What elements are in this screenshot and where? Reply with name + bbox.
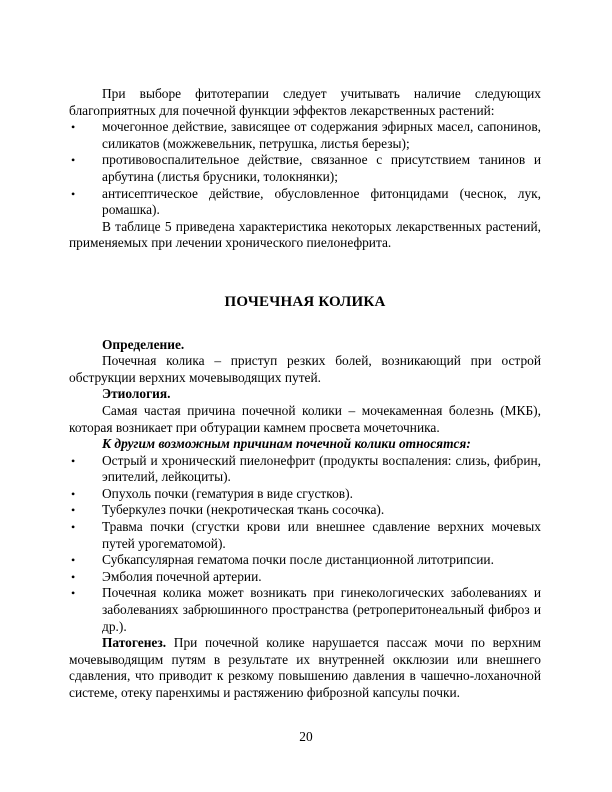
list-item-text: Туберкулез почки (некротическая ткань сосочка). xyxy=(102,502,385,518)
list-item xyxy=(69,119,541,152)
list-item xyxy=(69,486,541,503)
list-item xyxy=(69,186,541,219)
bullet-icon: • xyxy=(71,153,76,168)
bullet-icon: • xyxy=(71,586,76,601)
causes-list xyxy=(69,453,541,636)
etiology-paragraph: Самая частая причина почечной колики – мочекаменная болезнь (МКБ), которая возникает при обтурации камнем просвета мочеточника. xyxy=(69,402,541,435)
list-item xyxy=(69,585,541,635)
list-item xyxy=(69,519,541,552)
pathogenesis-label: Патогенез. xyxy=(102,635,167,651)
page-number: 20 xyxy=(299,729,313,744)
page-content xyxy=(69,86,541,702)
etiology-heading: Этиология. xyxy=(102,386,171,402)
bullet-icon: • xyxy=(71,120,76,135)
definition-paragraph: Почечная колика – приступ резких болей, возникающий при острой обструкции верхних мочевыводящих путей. xyxy=(69,353,541,385)
other-causes-heading: К другим возможным причинам почечной колики относятся: xyxy=(102,436,471,452)
list-item xyxy=(69,502,541,519)
list-item-text: противовоспалительное действие, связанное с присутствием танинов и арбутина (листья брусники, толокнянки); xyxy=(102,152,541,184)
pathogenesis-text: При почечной колике нарушается пассаж мочи по верхним мочевыводящим путям в результате их внутренней окклюзии или внешнего сдавления, что приводит к резкому повышению давления в чашечно-лоханочной системе, отеку паренхимы и растяжению фиброзной капсулы почки. xyxy=(69,635,541,700)
section-title: ПОЧЕЧНАЯ КОЛИКА xyxy=(224,293,386,310)
list-item xyxy=(69,152,541,185)
pathogenesis-paragraph xyxy=(69,635,541,701)
list-item xyxy=(69,569,541,586)
list-item-text: Субкапсулярная гематома почки после дистанционной литотрипсии. xyxy=(102,552,494,568)
list-item-text: Опухоль почки (гематурия в виде сгустков). xyxy=(102,485,353,501)
list-item-text: Острый и хронический пиелонефрит (продукты воспаления: слизь, фибрин, эпителий, лейкоциты). xyxy=(102,452,541,485)
definition-heading: Определение. xyxy=(102,336,185,352)
bullet-icon: • xyxy=(71,186,76,201)
list-item-text: Почечная колика может возникать при гинекологических заболеваниях и заболеваниях забрюшинного пространства (ретроперитонеальный фиброз и др.). xyxy=(102,585,541,634)
bullet-icon: • xyxy=(71,503,76,518)
bullet-icon: • xyxy=(71,553,76,568)
list-item-text: антисептическое действие, обусловленное фитонцидами (чеснок, лук, ромашка). xyxy=(102,185,541,218)
list-item xyxy=(69,552,541,569)
list-item-text: мочегонное действие, зависящее от содержания эфирных масел, сапонинов, силикатов (можжевельник, петрушка, листья березы); xyxy=(102,119,541,151)
intro-paragraph: При выборе фитотерапии следует учитывать наличие следующих благоприятных для почечной функции эффектов лекарственных растений: xyxy=(69,86,541,118)
bullet-icon: • xyxy=(71,453,76,468)
list-item-text: Травма почки (сгустки крови или внешнее сдавление верхних мочевых путей урогематомой). xyxy=(102,519,541,551)
list-item-text: Эмболия почечной артерии. xyxy=(102,568,262,584)
bullet-icon: • xyxy=(71,520,76,535)
bullet-icon: • xyxy=(71,486,76,501)
bullet-icon: • xyxy=(71,569,76,584)
list-item xyxy=(69,453,541,486)
herb-effects-list xyxy=(69,119,541,219)
table-note-paragraph: В таблице 5 приведена характеристика некоторых лекарственных растений, применяемых при лечении хронического пиелонефрита. xyxy=(69,218,541,251)
